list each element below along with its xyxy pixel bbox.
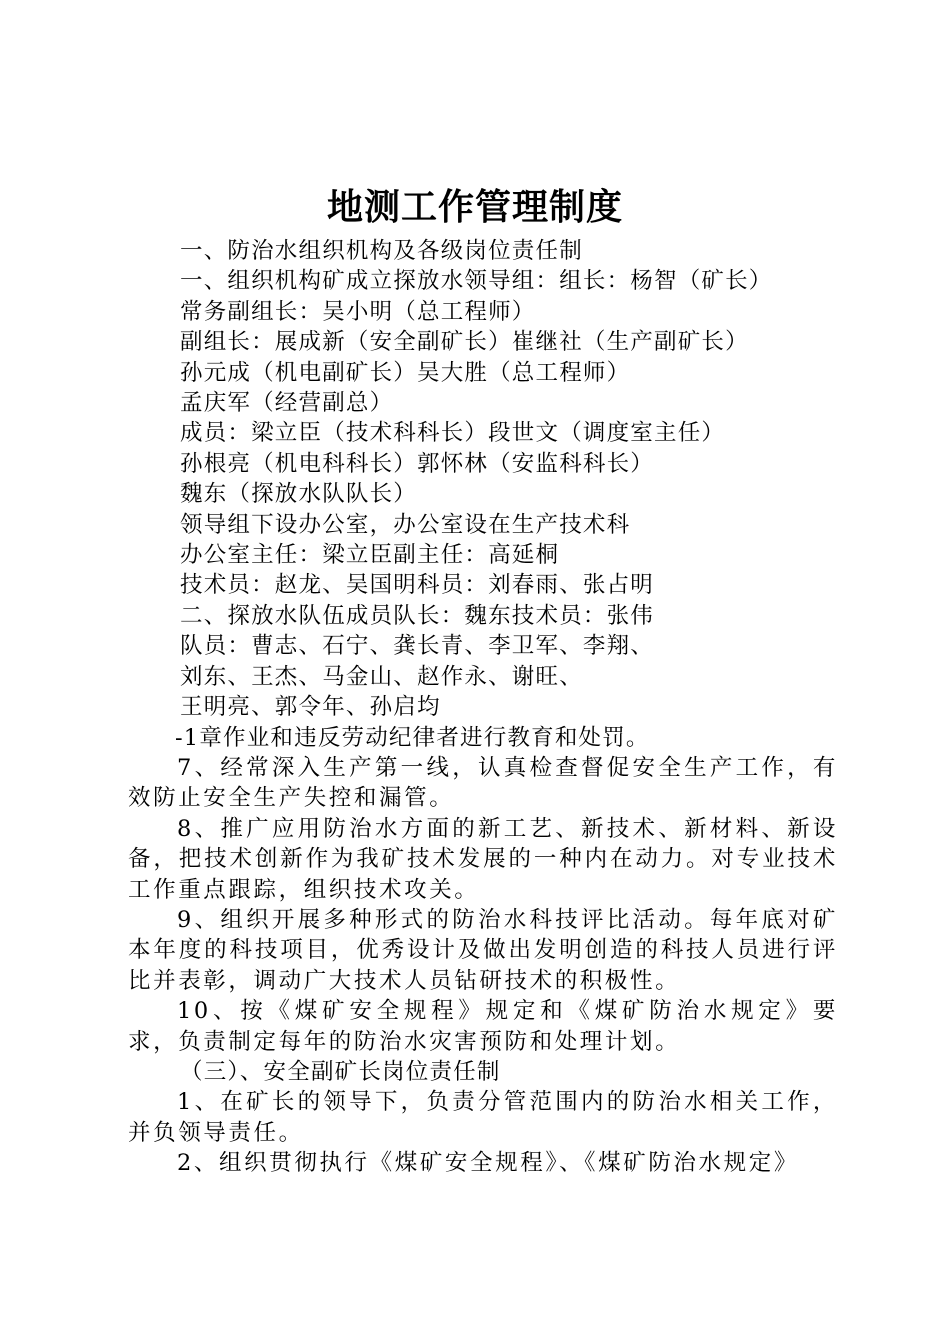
text-line: 成员：梁立臣（技术科科长）段世文（调度室主任） xyxy=(180,420,726,447)
text-line: 孟庆军（经营副总） xyxy=(180,390,394,417)
text-line: -1章作业和违反劳动纪律者进行教育和处罚。 xyxy=(175,724,650,751)
paragraph: 7、经常深入生产第一线，认真检查督促安全生产工作，有效防止安全生产失控和漏管。 xyxy=(128,754,838,812)
text-line: 刘东、王杰、马金山、赵作永、谢旺、 xyxy=(180,663,583,690)
text-line: 王明亮、郭令年、孙启均 xyxy=(180,694,441,721)
text-line: 技术员：赵龙、吴国明科员：刘春雨、张占明 xyxy=(180,572,655,599)
document-body xyxy=(128,236,838,1179)
text-line: 二、探放水队伍成员队长：魏东技术员：张伟 xyxy=(180,602,655,629)
text-line: 队员：曹志、石宁、龚长青、李卫军、李翔、 xyxy=(180,633,655,660)
paragraph: 2、组织贯彻执行《煤矿安全规程》、《煤矿防治水规定》 xyxy=(177,1150,799,1177)
text-line: 副组长：展成新（安全副矿长）崔继社（生产副矿长） xyxy=(180,329,749,356)
paragraph: 8、推广应用防治水方面的新工艺、新技术、新材料、新设备，把技术创新作为我矿技术发展的一种内在动力。对专业技术工作重点跟踪，组织技术攻关。 xyxy=(128,815,838,903)
text-line: 常务副组长：吴小明（总工程师） xyxy=(180,298,536,325)
document-title: 地测工作管理制度 xyxy=(326,186,623,228)
text-line: 魏东（探放水队队长） xyxy=(180,481,418,508)
paragraph: 1、在矿长的领导下，负责分管范围内的防治水相关工作，并负领导责任。 xyxy=(128,1089,838,1146)
text-line: 领导组下设办公室，办公室设在生产技术科 xyxy=(180,511,631,538)
section-heading-1: 一、防治水组织机构及各级岗位责任制 xyxy=(180,238,583,264)
text-line: 孙根亮（机电科科长）郭怀林（安监科科长） xyxy=(180,450,655,477)
section-heading-3: （三）、安全副矿长岗位责任制 xyxy=(180,1058,501,1085)
paragraph: 9、组织开展多种形式的防治水科技评比活动。每年底对矿本年度的科技项目，优秀设计及做出发明创造的科技人员进行评比并表彰，调动广大技术人员钻研技术的积极性。 xyxy=(128,906,838,994)
paragraph: 10、按《煤矿安全规程》规定和《煤矿防治水规定》要求，负责制定每年的防治水灾害预防和处理计划。 xyxy=(128,998,838,1055)
text-line: 孙元成（机电副矿长）吴大胜（总工程师） xyxy=(180,359,631,386)
text-line: 一、组织机构矿成立探放水领导组：组长：杨智（矿长） xyxy=(180,268,773,295)
text-line: 办公室主任：梁立臣副主任：高延桐 xyxy=(180,542,560,569)
